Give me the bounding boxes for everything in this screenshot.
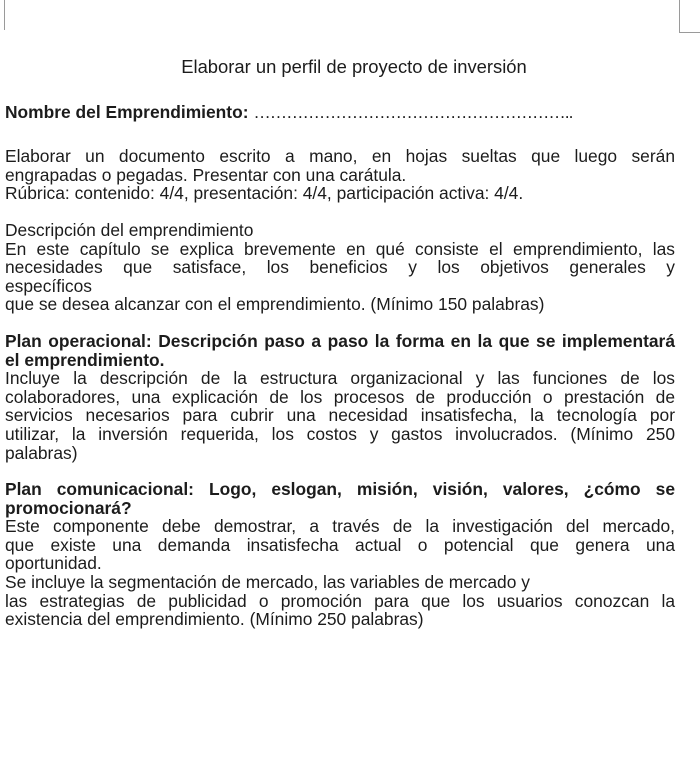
section-description-line: específicos	[5, 275, 92, 296]
page-corner-right	[679, 0, 700, 33]
section-operational-heading: Plan operacional: Descripción paso a paso la forma en la que se implementará	[5, 330, 675, 351]
project-name-blank: …………………………………………………..	[253, 101, 573, 122]
section-communication-line: Se incluye la segmentación de mercado, las variables de mercado y	[5, 572, 530, 593]
document-body	[5, 58, 675, 647]
section-communication-plan	[5, 480, 675, 629]
section-description-heading: Descripción del emprendimiento	[5, 219, 254, 240]
section-communication-line: que existe una demanda insatisfecha actual o potencial que genera una	[5, 534, 675, 555]
section-operational-line: utilizar, la inversión requerida, los costos y gastos involucrados. (Mínimo 250	[5, 423, 675, 444]
section-operational-line: servicios necesarios para cubrir una necesidad insatisfecha, la tecnología por	[5, 405, 675, 426]
section-description	[5, 221, 675, 314]
section-operational-heading: el emprendimiento.	[5, 349, 165, 370]
section-description-line: En este capítulo se explica brevemente en qué consiste el emprendimiento, las	[5, 238, 675, 259]
instructions-line: Elaborar un documento escrito a mano, en hojas sueltas que luego serán	[5, 146, 675, 167]
section-description-line: que se desea alcanzar con el emprendimiento. (Mínimo 150 palabras)	[5, 294, 545, 315]
section-communication-heading: Plan comunicacional: Logo, eslogan, misión, visión, valores, ¿cómo se	[5, 479, 675, 500]
document-title: Elaborar un perfil de proyecto de inversión	[181, 56, 527, 77]
section-operational-line: palabras)	[5, 442, 78, 463]
section-communication-line: Este componente debe demostrar, a través de la investigación del mercado,	[5, 516, 675, 537]
project-name-label: Nombre del Emprendimiento:	[5, 101, 249, 122]
section-description-line: necesidades que satisface, los beneficios y los objetivos generales y	[5, 257, 675, 278]
section-operational-line: Incluye la descripción de la estructura organizacional y las funciones de los	[5, 368, 675, 389]
page-corner-left	[0, 0, 5, 30]
section-communication-heading: promocionará?	[5, 497, 132, 518]
rubric-line: Rúbrica: contenido: 4/4, presentación: 4/4, participación activa: 4/4.	[5, 183, 524, 204]
instructions-line: engrapadas o pegadas. Presentar con una carátula.	[5, 164, 407, 185]
section-operational-plan	[5, 332, 675, 462]
section-communication-line: oportunidad.	[5, 553, 102, 574]
instructions-block	[5, 147, 675, 203]
section-operational-line: colaboradores, una explicación de los procesos de producción o prestación de	[5, 386, 675, 407]
project-name-line	[5, 103, 675, 122]
section-communication-line: existencia del emprendimiento. (Mínimo 250 palabras)	[5, 609, 424, 630]
section-communication-line: las estrategias de publicidad o promoción para que los usuarios conozcan la	[5, 590, 675, 611]
